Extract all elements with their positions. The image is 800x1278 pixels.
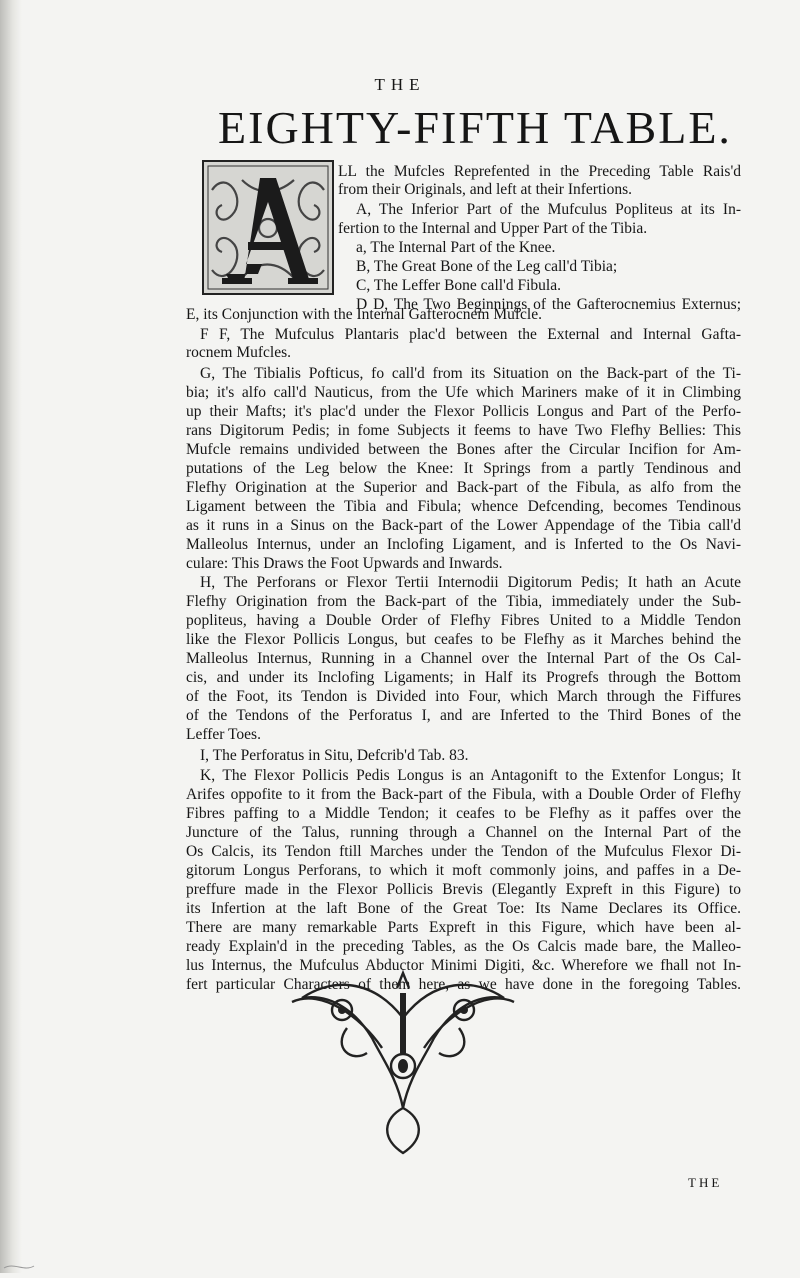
text-line: of the Foot, its Tendon is Divided into Four, which March through the Fiffures bbox=[186, 688, 741, 705]
text-line: ready Explain'd in the preceding Tables, as the Os Calcis made bare, the Malleo- bbox=[186, 938, 741, 955]
text-line: a, The Internal Part of the Knee. bbox=[356, 239, 556, 256]
text-line: Flefhy Origination at the Superior and Back-part of the Fibula, as alfo from the bbox=[186, 479, 741, 496]
text-line: F F, The Mufculus Plantaris plac'd between the External and Internal Gafta- bbox=[200, 326, 741, 343]
margin-blot bbox=[0, 1258, 60, 1273]
tailpiece-ornament bbox=[272, 958, 534, 1158]
text-line: Flefhy Origination from the Back-part of the Tibia, immediately under the Sub- bbox=[186, 593, 741, 610]
text-line: E, its Conjunction with the Internal Gafterocnem Mufcle. bbox=[186, 306, 542, 323]
text-line: lus Internus, the Mufculus Abductor Minimi Digiti, &c. Wherefore we fhall not In- bbox=[186, 957, 741, 974]
text-line: of the Tendons of the Perforatus I, and are Inferted to the Third Bones of the bbox=[186, 707, 741, 724]
text-line: Fibres paffing to a Middle Tendon; it ceafes to be Flefhy as it paffes over the bbox=[186, 805, 741, 822]
text-line: C, The Leffer Bone call'd Fibula. bbox=[356, 277, 561, 294]
text-line: from their Originals, and left at their Infertions. bbox=[338, 181, 632, 198]
text-line: cis, and under its Inclofing Ligaments; in Half its Progrefs through the Bottom bbox=[186, 669, 741, 686]
text-line: There are many remarkable Parts Expreft in this Figure, which have been al- bbox=[186, 919, 741, 936]
text-line: H, The Perforans or Flexor Tertii Internodii Digitorum Pedis; It hath an Acute bbox=[200, 574, 741, 591]
text-line: Os Calcis, its Tendon ftill Marches under the Tendon of the Mufculus Flexor Di- bbox=[186, 843, 741, 860]
text-line: rans Digitorum Pedis; in fome Subjects it feems to have Two Flefhy Bellies: This bbox=[186, 422, 741, 439]
text-line: Malleolus Internus, Running in a Channel over the Internal Part of the Os Cal- bbox=[186, 650, 741, 667]
text-line: K, The Flexor Pollicis Pedis Longus is an Antagonift to the Extenfor Longus; It bbox=[200, 767, 741, 784]
decorated-initial-a bbox=[202, 160, 334, 295]
text-line: I, The Perforatus in Situ, Defcrib'd Tab. 83. bbox=[200, 747, 469, 764]
text-line: its Infertion at the laft Bone of the Great Toe: Its Name Declares its Office. bbox=[186, 900, 741, 917]
text-line: like the Flexor Pollicis Longus, but ceafes to be Flefhy as it Marches behind the bbox=[186, 631, 741, 648]
text-line: up their Mafts; it's plac'd under the Flexor Pollicis Longus and Part of the Perfo- bbox=[186, 403, 741, 420]
text-line: LL the Mufcles Reprefented in the Preceding Table Rais'd bbox=[338, 163, 741, 180]
text-line: B, The Great Bone of the Leg call'd Tibia; bbox=[356, 258, 618, 275]
page-binding-edge bbox=[0, 0, 22, 1273]
page-title: EIGHTY-FIFTH TABLE. bbox=[218, 102, 732, 153]
catchword: THE bbox=[688, 1175, 723, 1190]
text-line: gitorum Longus Perforans, to which it moft commonly joins, and paffes in a De- bbox=[186, 862, 741, 879]
text-line: as it runs in a Sinus on the Back-part of the Lower Appendage of the Tibia call'd bbox=[186, 517, 741, 534]
text-line: fertion to the Internal and Upper Part of the Tibia. bbox=[338, 220, 648, 237]
text-line: Malleolus Internus, under an Inclofing Ligament, and is Inferted to the Os Navi- bbox=[186, 536, 741, 553]
text-line: Ligament between the Tibia and Fibula; whence Defcending, becomes Tendinous bbox=[186, 498, 741, 515]
text-line: popliteus, having a Double Order of Flefhy Fibres United to a Middle Tendon bbox=[186, 612, 741, 629]
text-line: Mufcle remains undivided between the Bones after the Circular Incifion for Am- bbox=[186, 441, 741, 458]
running-head: THE bbox=[374, 75, 426, 94]
text-line: D D, The Two Beginnings of the Gafterocnemius Externus; bbox=[356, 296, 741, 313]
text-line: Arifes oppofite to it from the Back-part of the Fibula, with a Double Order of Flefhy bbox=[186, 786, 741, 803]
text-line: G, The Tibialis Pofticus, fo call'd from its Situation on the Back-part of the Ti- bbox=[200, 365, 741, 382]
text-line: fert particular Characters of them here, as we have done in the foregoing Tables. bbox=[186, 976, 741, 993]
text-line: culare: This Draws the Foot Upwards and Inwards. bbox=[186, 555, 503, 572]
text-line: rocnem Mufcles. bbox=[186, 344, 292, 361]
text-line: A, The Inferior Part of the Mufculus Popliteus at its In- bbox=[356, 201, 741, 218]
text-line: putations of the Leg below the Knee: It Springs from a partly Tendinous and bbox=[186, 460, 741, 477]
text-line: preffure made in the Flexor Pollicis Brevis (Elegantly Expreft in this Figure) to bbox=[186, 881, 741, 898]
text-line: Juncture of the Talus, running through a Channel on the Internal Part of the bbox=[186, 824, 741, 841]
text-line: Leffer Toes. bbox=[186, 726, 261, 743]
text-line: bia; it's alfo call'd Nauticus, from the Ufe which Mariners make of it in Climbing bbox=[186, 384, 741, 401]
